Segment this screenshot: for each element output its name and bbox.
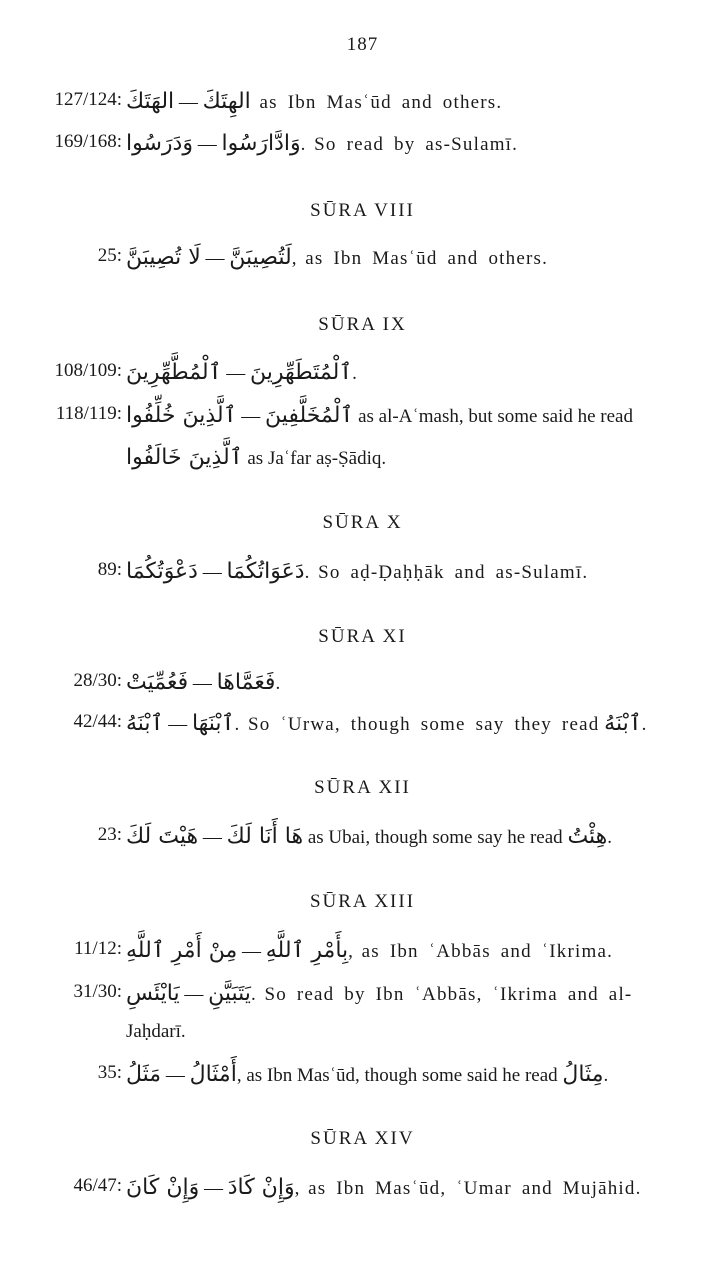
verse-ref: 28/30: bbox=[73, 670, 122, 691]
verse-ref: 46/47: bbox=[73, 1175, 122, 1196]
arabic-reading: ٱلَّذِينَ خُلِّفُوا bbox=[126, 403, 237, 428]
verse-ref: 108/109: bbox=[54, 360, 122, 381]
dash: — bbox=[205, 248, 225, 269]
sura-heading: SŪRA X bbox=[322, 512, 403, 533]
verse-ref: 35: bbox=[97, 1062, 122, 1083]
entry-body bbox=[126, 89, 502, 114]
arabic-alt-reading: هِئْتُ bbox=[567, 824, 608, 849]
entry-body bbox=[126, 824, 612, 849]
arabic-variant: لَتُصِيبَنَّ bbox=[229, 245, 292, 270]
dash: — bbox=[192, 673, 212, 694]
entry-continuation bbox=[126, 1021, 186, 1043]
arabic-variant: وَادَّارَسُوا bbox=[221, 131, 301, 156]
entry-text-end: . bbox=[641, 714, 647, 735]
entry-body bbox=[126, 1062, 608, 1087]
arabic-variant: الهِتَكَ bbox=[202, 89, 251, 114]
verse-ref: 127/124: bbox=[54, 89, 122, 110]
arabic-alt-reading: ٱبْنَهُ bbox=[604, 711, 642, 736]
arabic-variant: دَعَوَاتُكُمَا bbox=[226, 559, 305, 584]
entry-text: , as Ibn Masʿūd and others. bbox=[291, 248, 549, 269]
dash: — bbox=[168, 714, 188, 735]
verse-ref: 42/44: bbox=[73, 711, 122, 732]
arabic-reading: وَإِنْ كَانَ bbox=[126, 1175, 200, 1200]
entry-text: as Ibn Masʿūd and others. bbox=[250, 92, 503, 113]
sura-heading: SŪRA IX bbox=[318, 314, 407, 335]
arabic-alt-reading: مِثَالُ bbox=[562, 1062, 604, 1087]
entry-body bbox=[126, 403, 633, 428]
entry-body bbox=[126, 559, 588, 584]
arabic-variant: وَإِنْ كَادَ bbox=[227, 1175, 295, 1200]
verse-ref: 118/119: bbox=[55, 403, 122, 424]
arabic-reading: فَعُمِّيَتْ bbox=[126, 670, 189, 695]
dash: — bbox=[202, 562, 222, 583]
dash: — bbox=[202, 827, 222, 848]
arabic-reading: مَثَلُ bbox=[126, 1062, 162, 1087]
verse-ref: 11/12: bbox=[74, 938, 122, 959]
arabic-reading: ٱبْنَهُ bbox=[126, 711, 164, 736]
entry-text: , as Ibn Masʿūd, though some said he read bbox=[236, 1065, 558, 1086]
entry-text-end: . bbox=[607, 827, 613, 848]
entry-text: . So aḍ-Ḍaḥḥāk and as-Sulamī. bbox=[304, 562, 589, 583]
entry-continuation bbox=[126, 445, 386, 470]
arabic-reading: لَا تُصِيبَنَّ bbox=[126, 245, 201, 270]
entry-text: . bbox=[275, 673, 281, 694]
entry-text: as al-Aʿmash, but some said he read bbox=[353, 406, 633, 427]
arabic-reading: ٱلْمُطَّهِّرِينَ bbox=[126, 360, 222, 385]
entry-body bbox=[126, 938, 613, 963]
entry-body bbox=[126, 711, 646, 736]
sura-heading: SŪRA XIII bbox=[309, 891, 416, 912]
dash: — bbox=[184, 984, 204, 1005]
entry-body bbox=[126, 360, 357, 385]
entry-body bbox=[126, 670, 280, 695]
entry-text: . So read by as-Sulamī. bbox=[300, 134, 519, 155]
entry-text: . So read by Ibn ʿAbbās, ʿIkrima and al- bbox=[250, 984, 633, 1005]
sura-heading: SŪRA XII bbox=[314, 777, 411, 798]
dash: — bbox=[203, 1178, 223, 1199]
entry-text: , as Ibn ʿAbbās and ʿIkrima. bbox=[348, 941, 614, 962]
entry-text: . bbox=[352, 363, 357, 384]
entry-text-end: . bbox=[603, 1065, 609, 1086]
entry-text: . So ʿUrwa, though some say they read bbox=[234, 714, 600, 735]
entry-body bbox=[126, 245, 548, 270]
entry-body bbox=[126, 1175, 642, 1200]
sura-heading: SŪRA XIV bbox=[310, 1128, 415, 1149]
dash: — bbox=[165, 1065, 185, 1086]
dash: — bbox=[197, 134, 217, 155]
arabic-variant: ٱلْمُخَلَّفِينَ bbox=[265, 403, 354, 428]
arabic-reading: وَدَرَسُوا bbox=[126, 131, 193, 156]
verse-ref: 89: bbox=[97, 559, 122, 580]
dash: — bbox=[178, 92, 198, 113]
arabic-reading: دَعْوَتُكُمَا bbox=[126, 559, 198, 584]
entry-text: , as Ibn Masʿūd, ʿUmar and Mujāhid. bbox=[294, 1178, 642, 1199]
dash: — bbox=[241, 406, 261, 427]
arabic-reading: الهَتَكَ bbox=[126, 89, 175, 114]
verse-ref: 25: bbox=[97, 245, 122, 266]
arabic-reading: مِنْ أَمْرِ ٱللَّهِ bbox=[126, 938, 238, 963]
arabic-variant: يَتَبَيَّنِ bbox=[208, 981, 251, 1006]
arabic-reading: هَيْتَ لَكَ bbox=[126, 824, 199, 849]
arabic-variant: هَا أَنَا لَكَ bbox=[226, 824, 304, 849]
arabic-reading: يَايْئَسِ bbox=[126, 981, 180, 1006]
arabic-variant: ٱلْمُتَطَهِّرِينَ bbox=[250, 360, 353, 385]
entry-text: as Ubai, though some say he read bbox=[303, 827, 563, 848]
arabic-variant: أَمْثَالُ bbox=[189, 1062, 237, 1087]
verse-ref: 169/168: bbox=[54, 131, 122, 152]
continuation-text: Jaḥdarī. bbox=[126, 1021, 186, 1042]
dash: — bbox=[226, 363, 246, 384]
page-number: 187 bbox=[346, 34, 379, 55]
entry-body bbox=[126, 131, 518, 156]
sura-heading: SŪRA VIII bbox=[310, 200, 415, 221]
entry-body bbox=[126, 981, 632, 1006]
dash: — bbox=[241, 941, 261, 962]
verse-ref: 31/30: bbox=[73, 981, 122, 1002]
arabic-variant: بِأَمْرِ ٱللَّهِ bbox=[265, 938, 349, 963]
continuation-text: as Jaʿfar aṣ-Ṣādiq. bbox=[242, 448, 387, 469]
sura-heading: SŪRA XI bbox=[318, 626, 407, 647]
arabic-alt-reading: ٱلَّذِينَ خَالَفُوا bbox=[126, 445, 243, 470]
verse-ref: 23: bbox=[97, 824, 122, 845]
arabic-variant: ٱبْنَهَا bbox=[191, 711, 235, 736]
arabic-variant: فَعَمَّاهَا bbox=[216, 670, 276, 695]
